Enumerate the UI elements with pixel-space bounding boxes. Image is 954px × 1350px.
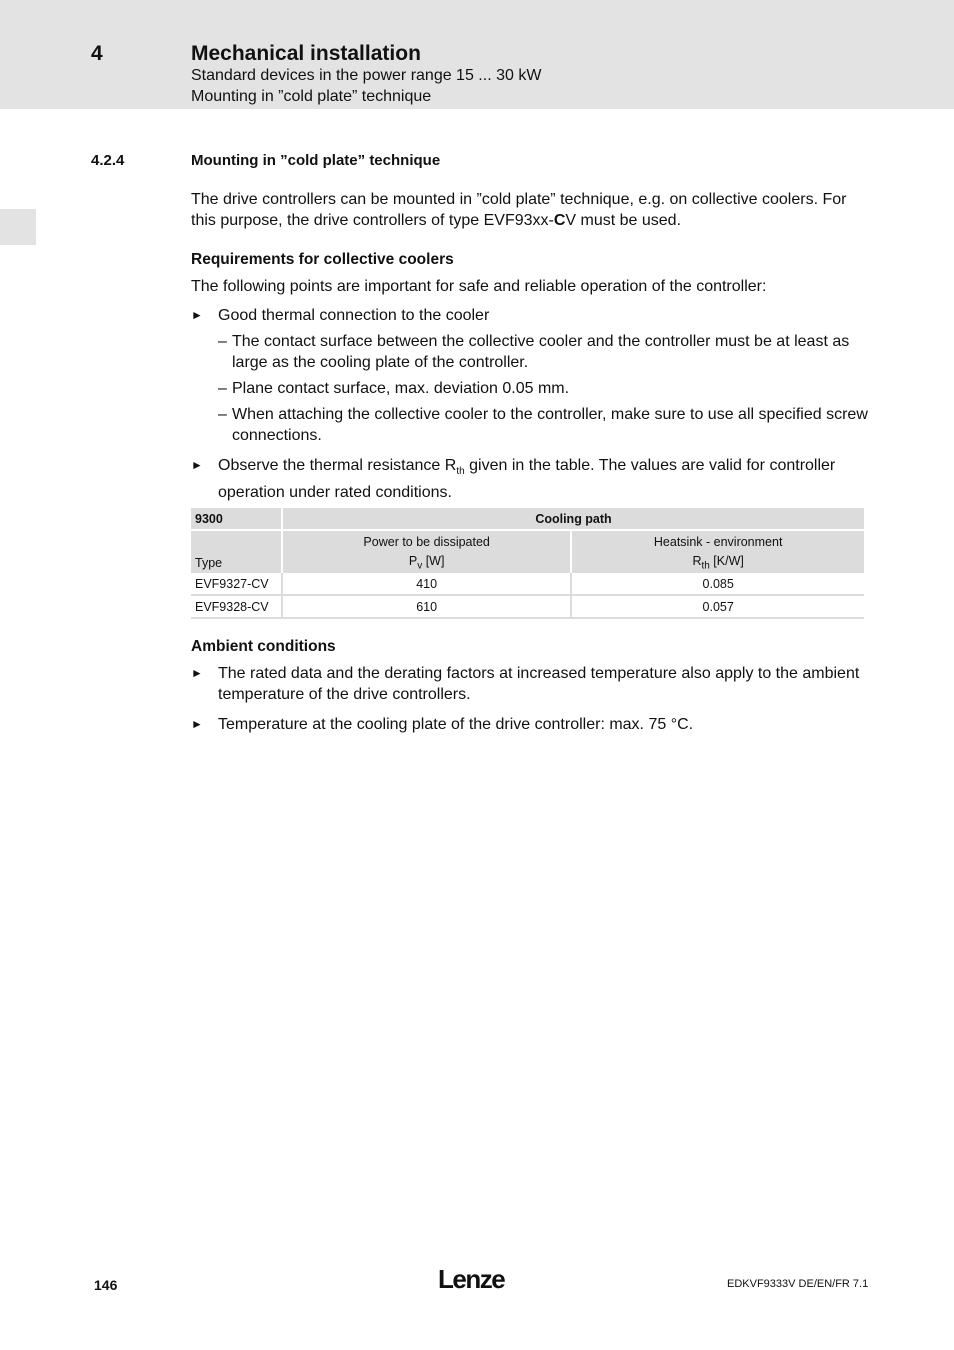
requirements-heading: Requirements for collective coolers: [191, 251, 454, 268]
header-band: [0, 0, 954, 109]
rth-cell: 0.085: [570, 573, 864, 596]
rth-cell: 0.057: [570, 596, 864, 619]
table-row: [191, 573, 864, 596]
type-column-header: Type: [191, 552, 281, 573]
dash-item: – The contact surface between the collective cooler and the controller must be at least as large as the cooling plate of the controller.: [218, 333, 850, 371]
chapter-number: 4: [91, 42, 103, 65]
bullet-item: ► Observe the thermal resistance $R_{th}$ given in the table. The values are valid for controller operation under rated conditions.: [191, 457, 836, 502]
power-cell: 410: [281, 573, 570, 596]
requirements-lead: The following points are important for safe and reliable operation of the controller:: [191, 278, 767, 295]
ambient-heading: Ambient conditions: [191, 638, 336, 655]
heatsink-column-header: Heatsink - environment: [570, 529, 864, 552]
triangle-bullet-icon: ►: [191, 717, 203, 731]
section-title: Mounting in ”cold plate” technique: [191, 152, 441, 169]
table-row: [191, 596, 864, 619]
bullet-item: ► The rated data and the derating factors at increased temperature also apply to the ambient temperature of the drive controllers.: [191, 665, 860, 703]
intro-paragraph: The drive controllers can be mounted in ”cold plate” technique, e.g. on collective coolers. For this purpose, the drive controllers of type EVF93xx-CV must be used.: [191, 191, 847, 229]
table-corner-label: 9300: [191, 508, 281, 529]
table-group-header: Cooling path: [281, 508, 864, 529]
dash-item: – Plane contact surface, max. deviation 0.05 mm.: [218, 380, 570, 397]
triangle-bullet-icon: ►: [191, 458, 203, 472]
dash-item: – When attaching the collective cooler to the controller, make sure to use all specified screw connections.: [218, 406, 868, 444]
document-id: EDKVF9333V DE/EN/FR 7.1: [727, 1278, 869, 1290]
triangle-bullet-icon: ►: [191, 308, 203, 322]
power-unit-header: $P_v$ [W]: [281, 552, 570, 573]
header-subtitle-2: Mounting in ”cold plate” technique: [191, 88, 432, 105]
ambient-section: [191, 636, 871, 735]
type-cell: EVF9327-CV: [191, 573, 281, 596]
power-column-header: Power to be dissipated: [281, 529, 570, 552]
bullet-item: ► Good thermal connection to the cooler: [191, 307, 490, 324]
triangle-bullet-icon: ►: [191, 666, 203, 680]
main-content: [191, 189, 871, 503]
rth-unit-header: $R_{th}$ [K/W]: [570, 552, 864, 573]
lenze-logo: Lenze: [438, 1264, 505, 1294]
header-subtitle-1: Standard devices in the power range 15 ... 30 kW: [191, 67, 542, 84]
bullet-item: ► Temperature at the cooling plate of the drive controller: max. 75 °C.: [191, 716, 694, 733]
type-cell: EVF9328-CV: [191, 596, 281, 619]
chapter-title: Mechanical installation: [191, 42, 421, 65]
chapter-side-tab: [0, 209, 36, 245]
section-number: 4.2.4: [91, 152, 125, 169]
page-number: 146: [94, 1277, 118, 1293]
power-cell: 610: [281, 596, 570, 619]
cooling-table: [191, 508, 864, 619]
